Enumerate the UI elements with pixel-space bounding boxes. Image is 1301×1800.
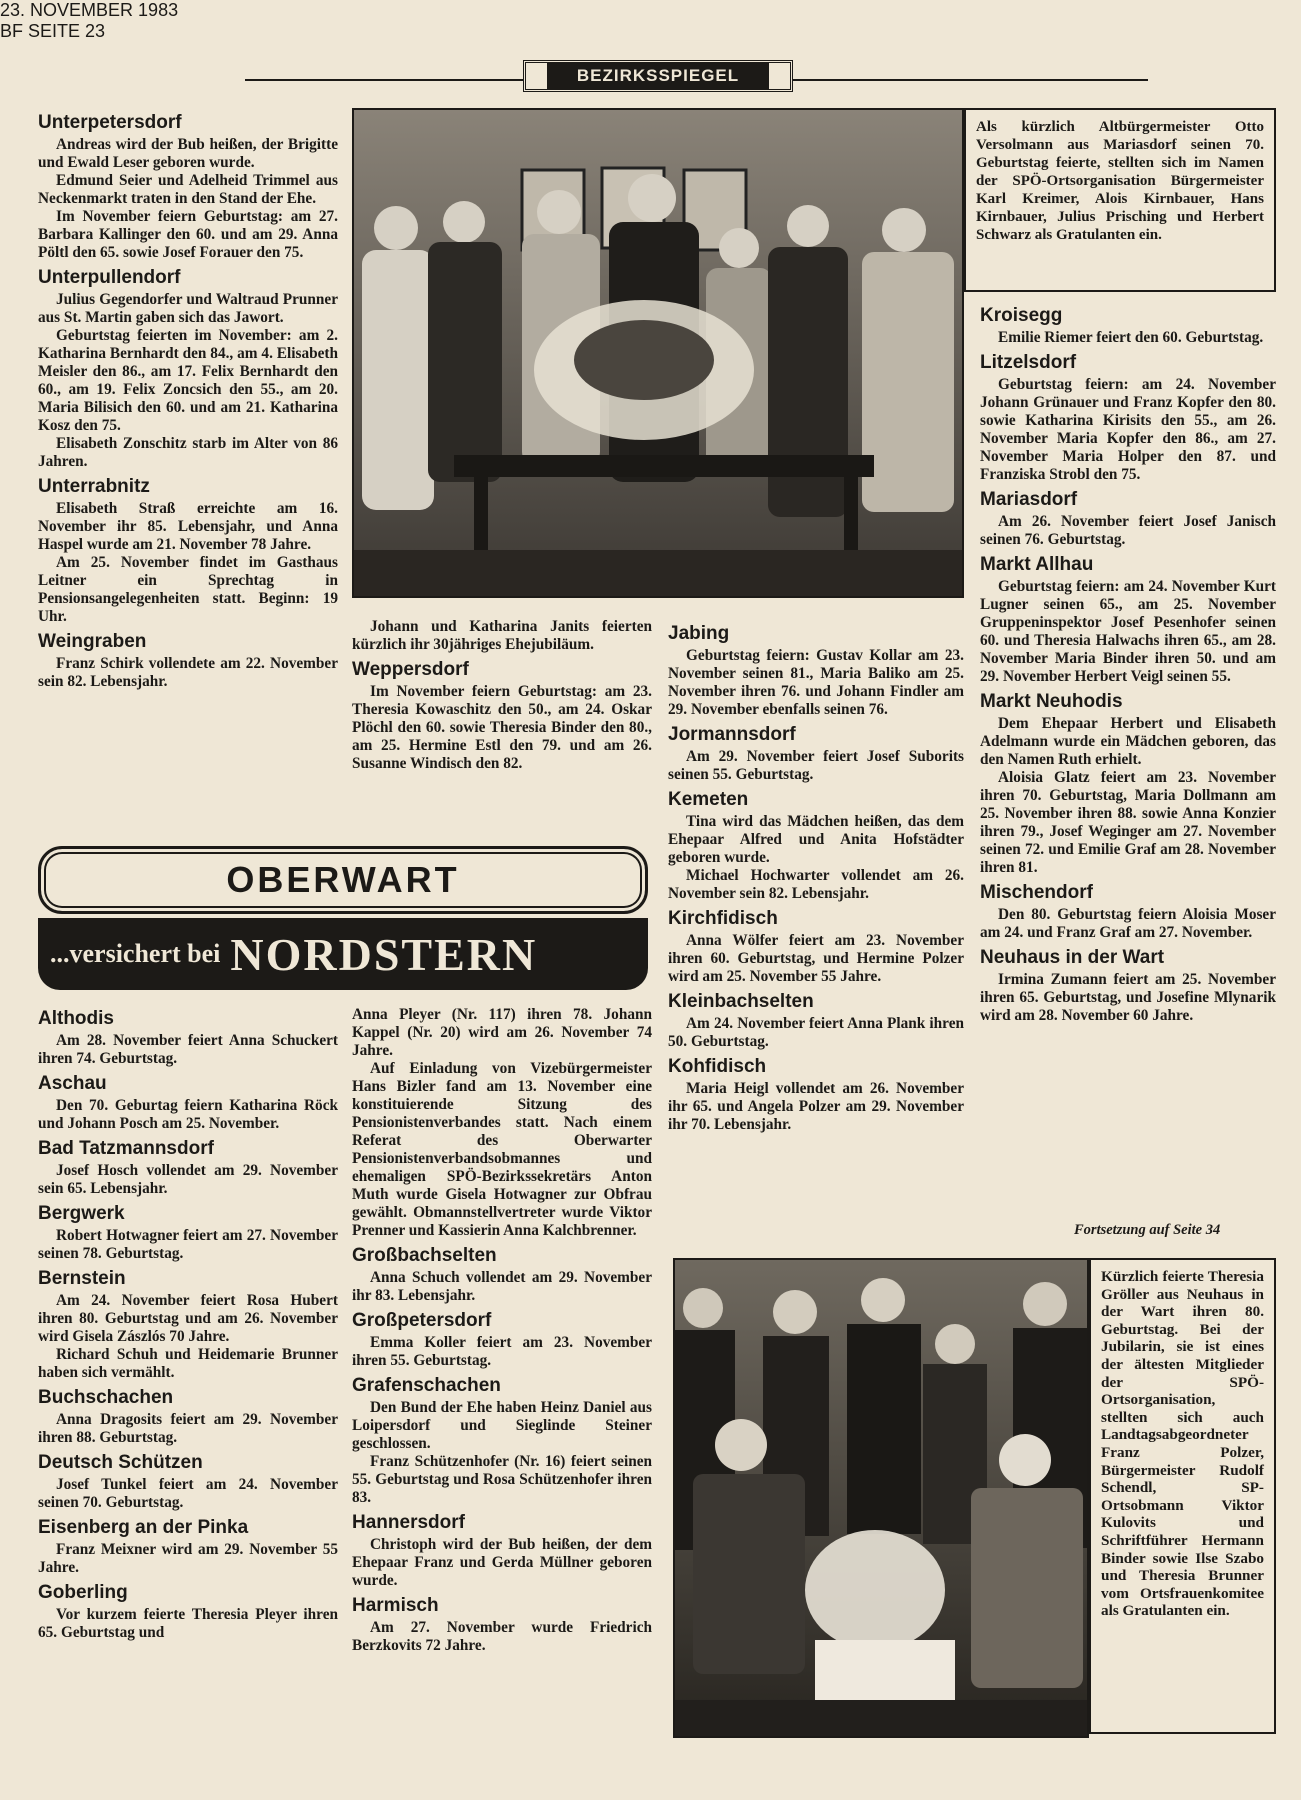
article-paragraph: Den 70. Geburtag feiern Katharina Röck und Johann Posch am 25. November.: [38, 1097, 338, 1132]
section-neuhaus-in-der-wart: [980, 947, 1276, 1025]
article-paragraph: Im November feiern Geburtstag: am 23. Theresia Kowaschitz den 50., am 24. Oskar Plöchl den 60. sowie Theresia Binder den 80., am 25. Hermine Estl den 79. und am 26. Susanne Windisch den 82.: [352, 683, 652, 772]
article-paragraph: Am 26. November feiert Josef Janisch seinen 76. Geburtstag.: [980, 513, 1276, 548]
article-paragraph: Vor kurzem feierte Theresia Pleyer ihren 65. Geburtstag und: [38, 1606, 338, 1641]
article-paragraph: Michael Hochwarter vollendet am 26. November sein 82. Lebensjahr.: [668, 867, 964, 902]
section-mischendorf: [980, 882, 1276, 942]
section-heading: Unterrabnitz: [38, 476, 150, 497]
section-markt-allhau: [980, 554, 1276, 686]
section-heading: Markt Allhau: [980, 554, 1094, 575]
section-kirchfidisch: [668, 908, 964, 986]
section-mariasdorf: [980, 489, 1276, 549]
column-3: [668, 618, 964, 1134]
article-paragraph: Elisabeth Zonschitz starb im Alter von 86 Jahren.: [38, 435, 338, 470]
article-paragraph: Josef Hosch vollendet am 29. November sein 65. Lebensjahr.: [38, 1162, 338, 1197]
section-weppersdorf: [352, 659, 652, 773]
region-title: OBERWART: [226, 859, 460, 900]
section-heading: Bergwerk: [38, 1203, 125, 1224]
article-paragraph: Anna Dragosits feiert am 29. November ihren 88. Geburtstag.: [38, 1411, 338, 1446]
section-eisenberg: [38, 1517, 338, 1577]
article-paragraph: Emilie Riemer feiert den 60. Geburtstag.: [998, 329, 1264, 346]
section-heading: Aschau: [38, 1073, 107, 1094]
section-heading: Deutsch Schützen: [38, 1452, 203, 1473]
article-paragraph: Anna Wölfer feiert am 23. November ihren 60. Geburtstag, und Hermine Polzer wird am 25. November 55 Jahre.: [668, 932, 964, 985]
section-bad-tatzmannsdorf: [38, 1138, 338, 1198]
section-heading: Litzelsdorf: [980, 352, 1077, 373]
article-paragraph: Maria Heigl vollendet am 26. November ihr 65. und Angela Polzer am 29. November ihr 70. Lebensjahr.: [668, 1080, 964, 1133]
section-heading: Kirchfidisch: [668, 908, 778, 929]
continuation-note: Fortsetzung auf Seite 34: [1074, 1222, 1221, 1238]
article-paragraph: Julius Gegendorfer und Waltraud Prunner aus St. Martin gaben sich das Jawort.: [38, 291, 338, 326]
article-paragraph: Anna Schuch vollendet am 29. November ihr 83. Lebensjahr.: [352, 1269, 652, 1304]
article-paragraph: Christoph wird der Bub heißen, der dem Ehepaar Franz und Gerda Müllner geboren wurde.: [352, 1536, 652, 1589]
article-paragraph: Emma Koller feiert am 23. November ihren 55. Geburtstag.: [352, 1334, 652, 1369]
section-goberling-cont: [352, 1006, 652, 1240]
article-paragraph: Anna Pleyer (Nr. 117) ihren 78. Johann Kappel (Nr. 20) wird am 26. November 74 Jahre.: [352, 1006, 652, 1059]
article-paragraph: Robert Hotwagner feiert am 27. November seinen 78. Geburtstag.: [38, 1227, 338, 1262]
section-heading: Unterpullendorf: [38, 267, 181, 288]
region-banner: [38, 846, 648, 914]
article-paragraph: Aloisia Glatz feiert am 23. November ihren 70. Geburtstag, Maria Dollmann am 25. November ihren 88. sowie Anna Konzier ihren 79., Josef Weginger am 27. November seinen 72. und Emilie Graf am 28. November ihren 81.: [980, 769, 1276, 876]
article-paragraph: Josef Tunkel feiert am 24. November seinen 70. Geburtstag.: [38, 1476, 338, 1511]
column-top-middle: [352, 618, 652, 773]
section-heading: Weppersdorf: [352, 659, 469, 680]
page-date: 23. NOVEMBER 1983: [0, 0, 179, 20]
section-unterrabnitz: [38, 476, 338, 626]
section-grafenschachen: [352, 1375, 652, 1507]
section-jormannsdorf: [668, 724, 964, 784]
sponsor-banner: [38, 918, 648, 990]
section-litzelsdorf: [980, 352, 1276, 484]
article-paragraph: Geburtstag feiern: Gustav Kollar am 23. November seinen 81., Maria Baliko am 25. November ihren 76. und Johann Findler am 29. November ebenfalls seinen 76.: [668, 647, 964, 718]
section-heading: Goberling: [38, 1582, 128, 1603]
section-weingraben: [38, 631, 338, 691]
header-rule-left: [245, 79, 523, 81]
column-bottom-left: [38, 1003, 338, 1642]
page-number: BF SEITE 23: [0, 21, 106, 41]
section-heading: Harmisch: [352, 1595, 439, 1616]
section-heading: Jabing: [668, 623, 730, 644]
sponsor-prefix: ...versichert bei: [50, 939, 221, 968]
article-paragraph: Geburtstag feierten im November: am 2. Katharina Bernhardt den 84., am 4. Elisabeth Meisler den 86., am 17. Felix Bernhardt den 60., am 19. Felix Zoncsich den 55., am 20. Maria Bilisich den 60. und am 21. Katharina Kosz den 75.: [38, 327, 338, 434]
group-photo-top: [352, 108, 964, 598]
section-heading: Kroisegg: [980, 305, 1063, 326]
section-grosspetersdorf: [352, 1310, 652, 1370]
group-photo-top-image: [354, 110, 962, 596]
article-paragraph: Edmund Seier und Adelheid Trimmel aus Neckenmarkt traten in den Stand der Ehe.: [38, 172, 338, 207]
section-heading: Kohfidisch: [668, 1056, 767, 1077]
section-harmisch: [352, 1595, 652, 1655]
article-paragraph: Auf Einladung von Vizebürgermeister Hans Bizler fand am 13. November eine konstituierende Sitzung des Pensionistenverbandes statt. Nach einem Referat des Oberwarter Pensionistenverbandsobmannes und ehemaligen SPÖ-Bezirkssekretärs Anton Muth wurde Gisela Hotwagner zur Obfrau gewählt. Obmannstellvertreter wurde Viktor Prenner und Kassierin Anna Kalchbrenner.: [352, 1060, 652, 1239]
column-bottom-middle: [352, 1006, 652, 1655]
article-paragraph: Am 28. November feiert Anna Schuckert ihren 74. Geburtstag.: [38, 1032, 338, 1067]
article-paragraph: Am 29. November feiert Josef Suborits seinen 55. Geburtstag.: [668, 748, 964, 783]
section-heading: Buchschachen: [38, 1387, 174, 1408]
section-heading: Mischendorf: [980, 882, 1093, 903]
section-heading: Kemeten: [668, 789, 749, 810]
section-markt-neuhodis: [980, 691, 1276, 877]
section-title: BEZIRKSSPIEGEL: [547, 63, 769, 89]
section-buchschachen: [38, 1387, 338, 1447]
section-jabing: [668, 623, 964, 719]
section-hannersdorf: [352, 1512, 652, 1590]
section-goberling: [38, 1582, 338, 1642]
article-paragraph: Am 27. November wurde Friedrich Berzkovits 72 Jahre.: [352, 1619, 652, 1654]
section-heading: Mariasdorf: [980, 489, 1078, 510]
section-heading: Unterpetersdorf: [38, 112, 182, 133]
photo-caption-top: Als kürzlich Altbürgermeister Otto Versolmann aus Mariasdorf seinen 70. Geburtstag feierte, stellten sich im Namen der SPÖ-Ortsorganisation Bürgermeister Karl Kreimer, Alois Kirnbauer, Hans Kirnbauer, Julius Prisching und Herbert Schwarz als Gratulanten ein.: [964, 108, 1276, 292]
section-kleinbachselten: [668, 991, 964, 1051]
section-heading: Neuhaus in der Wart: [980, 947, 1165, 968]
section-heading: Eisenberg an der Pinka: [38, 1517, 249, 1538]
section-heading: Großpetersdorf: [352, 1310, 492, 1331]
section-grossbachselten: [352, 1245, 652, 1305]
header-rule-right: [793, 79, 1148, 81]
section-deutsch-schuetzen: [38, 1452, 338, 1512]
article-paragraph: Richard Schuh und Heidemarie Brunner haben sich vermählt.: [38, 1346, 338, 1381]
section-heading: Großbachselten: [352, 1245, 497, 1266]
section-heading: Grafenschachen: [352, 1375, 501, 1396]
article-paragraph: Geburtstag feiern: am 24. November Johann Grünauer und Franz Kopfer den 80. sowie Katharina Kirisits den 55., am 26. November Maria Kopfer den 86., am 27. November Maria Holper den 87. und Franziska Strobl den 75.: [980, 376, 1276, 483]
section-heading: Kleinbachselten: [668, 991, 814, 1012]
sponsor-brand: NORDSTERN: [230, 928, 538, 980]
article-paragraph: Franz Schützenhofer (Nr. 16) feiert seinen 55. Geburtstag und Rosa Schützenhofer ihren 83.: [352, 1453, 652, 1506]
article-paragraph: Andreas wird der Bub heißen, der Brigitte und Ewald Leser geboren wurde.: [38, 136, 338, 171]
article-paragraph: Franz Meixner wird am 29. November 55 Jahre.: [38, 1541, 338, 1576]
section-heading: Weingraben: [38, 631, 147, 652]
column-top-left: [38, 107, 338, 691]
section-bergwerk: [38, 1203, 338, 1263]
section-kroisegg: [980, 305, 1276, 347]
photo-caption-bottom: Kürzlich feierte Theresia Gröller aus Neuhaus in der Wart ihren 80. Geburtstag. Bei der Jubilarin, sie ist eines der ältesten Mitglieder der SPÖ-Ortsorganisation, stellten sich auch Landtagsabgeordneter Franz Polzer, Bürgermeister Rudolf Schendl, SP-Ortsobmann Viktor Kulovits und Schriftführer Hermann Binder sowie Ilse Szabo und Theresia Brunner vom Ortsfrauenkomitee als Gratulanten ein.: [1089, 1258, 1276, 1734]
article-paragraph: Franz Schirk vollendete am 22. November sein 82. Lebensjahr.: [38, 655, 338, 690]
article-paragraph: Elisabeth Straß erreichte am 16. November ihr 85. Lebensjahr, und Anna Haspel wurde am 21. November 78 Jahre.: [38, 500, 338, 553]
section-bernstein: [38, 1268, 338, 1382]
section-heading: Jormannsdorf: [668, 724, 796, 745]
article-paragraph: Johann und Katharina Janits feierten kürzlich ihr 30jähriges Ehejubiläum.: [352, 618, 652, 653]
section-janits: [352, 618, 652, 654]
article-paragraph: Am 24. November feiert Anna Plank ihren 50. Geburtstag.: [668, 1015, 964, 1050]
section-heading: Bad Tatzmannsdorf: [38, 1138, 214, 1159]
article-paragraph: Irmina Zumann feiert am 25. November ihren 65. Geburtstag, und Josefine Mlynarik wird am 28. November 60 Jahre.: [980, 971, 1276, 1024]
section-kemeten: [668, 789, 964, 903]
section-heading: Althodis: [38, 1008, 114, 1029]
section-kohfidisch: [668, 1056, 964, 1134]
section-aschau: [38, 1073, 338, 1133]
column-4: [980, 300, 1276, 1025]
section-heading: Hannersdorf: [352, 1512, 465, 1533]
article-paragraph: Den Bund der Ehe haben Heinz Daniel aus Loipersdorf und Sieglinde Steiner geschlossen.: [352, 1399, 652, 1452]
article-paragraph: Den 80. Geburtstag feiern Aloisia Moser am 24. und Franz Graf am 27. November.: [980, 906, 1276, 941]
article-paragraph: Geburtstag feiern: am 24. November Kurt Lugner seinen 65., am 25. November Gruppeninspektor Josef Pesenhofer seinen 60. und Theresia Halwachs ihren 65., am 28. November Maria Binder ihren 50. und am 29. November Herbert Veigl seinen 55.: [980, 578, 1276, 685]
article-paragraph: Am 25. November findet im Gasthaus Leitner ein Sprechtag in Pensionsangelegenheiten statt. Beginn: 19 Uhr.: [38, 554, 338, 625]
group-photo-bottom: [673, 1258, 1089, 1738]
section-althodis: [38, 1008, 338, 1068]
article-paragraph: Im November feiern Geburtstag: am 27. Barbara Kallinger den 60. und am 29. Anna Pöltl den 65. sowie Josef Forauer den 75.: [38, 208, 338, 261]
section-unterpetersdorf: [38, 112, 338, 262]
article-paragraph: Am 24. November feiert Rosa Hubert ihren 80. Geburtstag und am 26. November wird Gisela Zászlós 70 Jahre.: [38, 1292, 338, 1345]
article-paragraph: Tina wird das Mädchen heißen, das dem Ehepaar Alfred und Anita Hofstädter geboren wurde.: [668, 813, 964, 866]
section-unterpullendorf: [38, 267, 338, 471]
section-title-box: [523, 60, 793, 92]
article-paragraph: Dem Ehepaar Herbert und Elisabeth Adelmann wurde ein Mädchen geboren, das den Namen Ruth erhielt.: [980, 715, 1276, 768]
group-photo-bottom-image: [675, 1260, 1087, 1736]
section-heading: Bernstein: [38, 1268, 126, 1289]
section-heading: Markt Neuhodis: [980, 691, 1123, 712]
